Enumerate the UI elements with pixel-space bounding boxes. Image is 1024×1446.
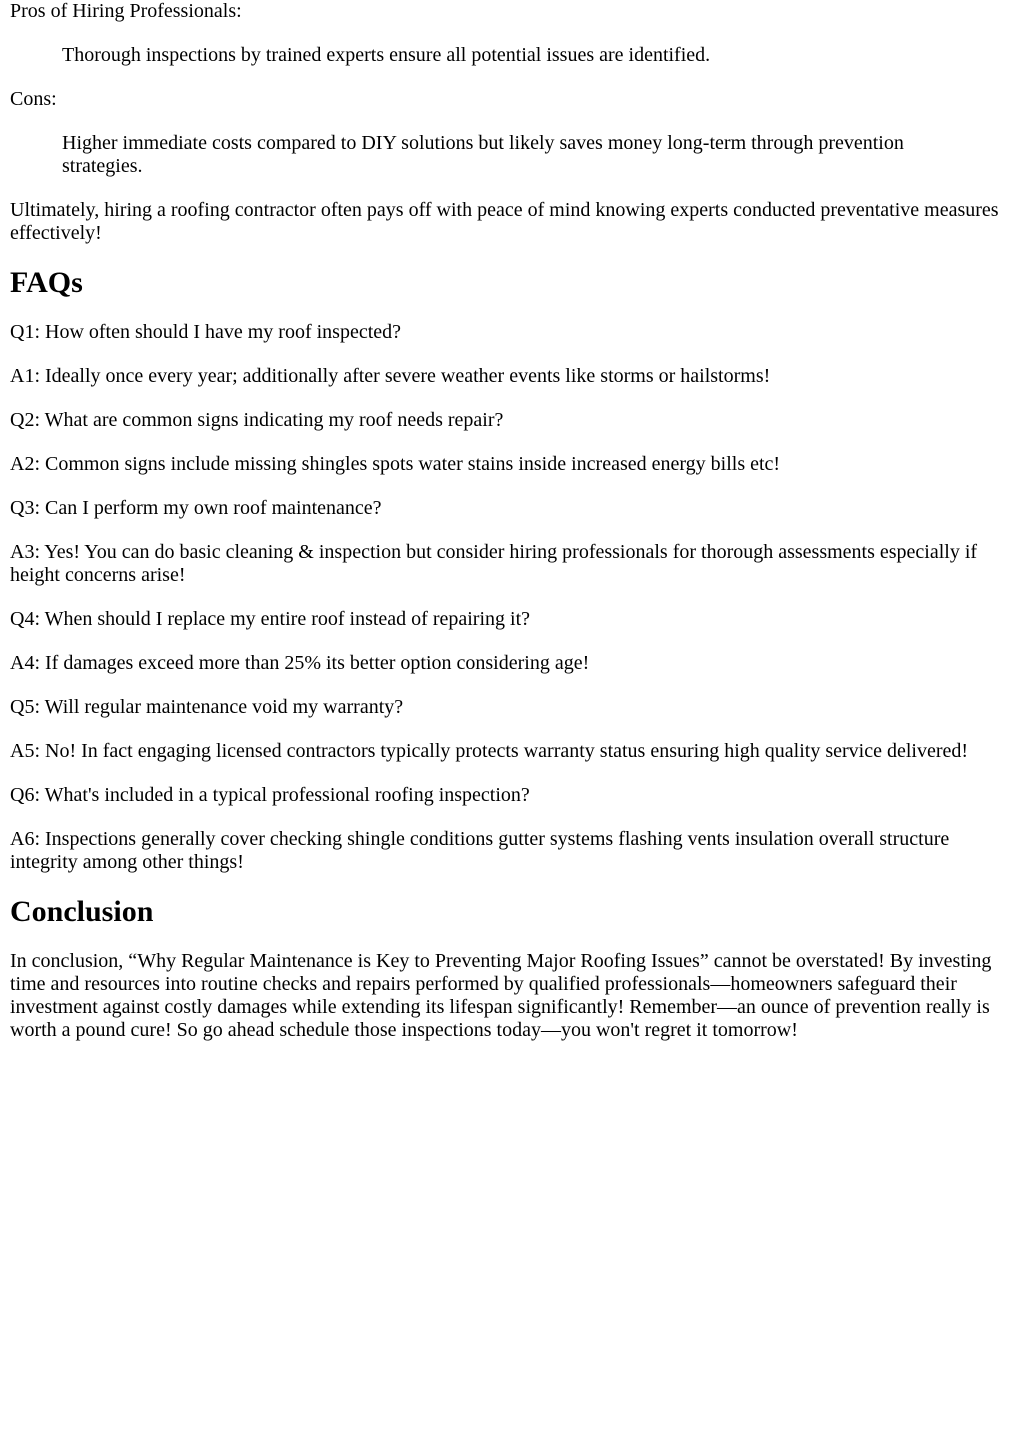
pros-text: Thorough inspections by trained experts ensure all potential issues are identified. — [62, 44, 711, 66]
faq-question: Q2: What are common signs indicating my roof needs repair? — [10, 409, 504, 431]
faq-answer: A5: No! In fact engaging licensed contractors typically protects warranty status ensuring high quality service delivered! — [10, 740, 969, 762]
faqs-heading: FAQs — [10, 266, 83, 299]
faq-answer: A1: Ideally once every year; additionally after severe weather events like storms or hailstorms! — [10, 365, 771, 387]
faq-question: Q3: Can I perform my own roof maintenance? — [10, 497, 382, 519]
faq-answer: A6: Inspections generally cover checking shingle conditions gutter systems flashing vents insulation overall structure integrity among other things! — [10, 828, 950, 873]
faq-answer: A4: If damages exceed more than 25% its better option considering age! — [10, 652, 590, 674]
cons-text: Higher immediate costs compared to DIY solutions but likely saves money long-term through prevention strategies. — [62, 132, 904, 177]
faq-answer: A2: Common signs include missing shingles spots water stains inside increased energy bills etc! — [10, 453, 781, 475]
pros-label: Pros of Hiring Professionals: — [10, 0, 242, 22]
faq-question: Q4: When should I replace my entire roof instead of repairing it? — [10, 608, 531, 630]
faq-question: Q1: How often should I have my roof inspected? — [10, 321, 402, 343]
cons-label: Cons: — [10, 88, 57, 110]
faq-question: Q5: Will regular maintenance void my warranty? — [10, 696, 404, 718]
conclusion-heading: Conclusion — [10, 895, 154, 928]
conclusion-paragraph: In conclusion, “Why Regular Maintenance is Key to Preventing Major Roofing Issues” cannot be overstated! By investing time and resources into routine checks and repairs performed by qualified professionals—homeowners safeguard their investment against costly damages while extending its lifespan significantly! Remember—an ounce of prevention really is worth a pound cure! So go ahead schedule those inspections today—you won't regret it tomorrow! — [10, 950, 992, 1041]
summary-paragraph: Ultimately, hiring a roofing contractor often pays off with peace of mind knowing experts conducted preventative measures effectively! — [10, 199, 999, 244]
faq-question: Q6: What's included in a typical professional roofing inspection? — [10, 784, 530, 806]
faq-answer: A3: Yes! You can do basic cleaning & inspection but consider hiring professionals for thorough assessments especially if height concerns arise! — [10, 541, 978, 586]
